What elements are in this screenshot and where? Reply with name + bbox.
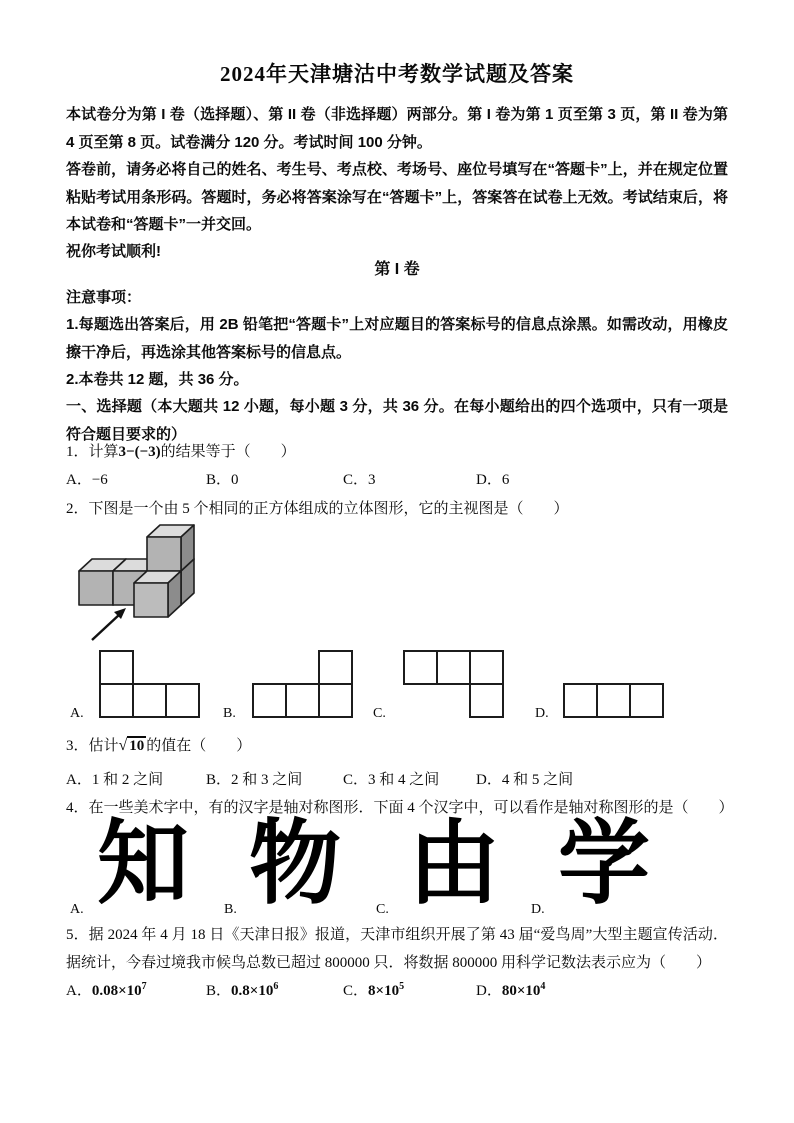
view-square [165, 683, 200, 718]
view-square [596, 683, 631, 718]
question-1 [66, 439, 728, 467]
view-square [99, 650, 134, 685]
q4-char-label-a: A. [70, 902, 84, 917]
q2-figure-d [563, 650, 664, 718]
view-square [403, 650, 438, 685]
q3-option-a: A．1 和 2 之间 [66, 772, 164, 788]
view-square [469, 650, 504, 685]
q2-figure-label-b: B. [223, 706, 236, 721]
view-direction-arrow [92, 608, 126, 640]
view-square [469, 683, 504, 718]
q1-text-suffix: 的结果等于（ ） [160, 444, 296, 460]
sqrt-icon: √ [118, 737, 128, 754]
page-title: 2024年天津塘沽中考数学试题及答案 [220, 62, 574, 86]
q3-option-c: C．3 和 4 之间 [343, 772, 440, 788]
q4-char-c: 由 [408, 813, 501, 915]
q2-figure-label-d: D. [535, 706, 549, 721]
q2-figure-b [252, 650, 353, 718]
view-square [318, 650, 353, 685]
question-3 [66, 732, 728, 761]
q3-text-suffix: 的值在（ ） [146, 738, 252, 754]
q2-figure-label-c: C. [373, 706, 386, 721]
question-2: 2．下图是一个由 5 个相同的正方体组成的立体图形，它的主视图是（ ） [66, 501, 569, 517]
q5-options [66, 980, 728, 1002]
q4-char-a: 知 [97, 813, 190, 915]
view-square [252, 683, 287, 718]
view-square [285, 683, 320, 718]
q2-figure-a [99, 650, 200, 718]
question-5: 5．据 2024 年 4 月 18 日《天津日报》报道，天津市组织开展了第 43 届“爱鸟周”大型主题宣传活动．据统计，今春过境我市候鸟总数已超过 800000 只．将数据 800000 用科学记数法表示应为（ ） [66, 927, 728, 971]
notice-item-1: 1.每题选出答案后，用 2B 铅笔把“答题卡”上对应题目的答案标号的信息点涂黑。如需改动，用橡皮擦干净后，再选涂其他答案标号的信息点。 [66, 316, 728, 361]
q4-char-label-c: C. [376, 902, 389, 917]
q1-expression: 3−(−3) [118, 444, 161, 460]
view-square [629, 683, 664, 718]
intro-paragraph-1: 本试卷分为第 I 卷（选择题）、第 II 卷（非选择题）两部分。第 I 卷为第 1 页至第 3 页，第 II 卷为第 4 页至第 8 页。试卷满分 120 分。考试时间 100 分钟。 [66, 106, 728, 151]
q3-radicand: 10 [129, 738, 145, 754]
q5-option-d: D．$80\times 10^4$ [476, 981, 546, 999]
view-square [563, 683, 598, 718]
view-square [436, 650, 471, 685]
section-choice-heading: 一、选择题（本大题共 12 小题，每小题 3 分，共 36 分。在每小题给出的四个选项中，只有一项是符合题目要求的） [66, 398, 728, 443]
q3-options [66, 769, 728, 791]
exam-wish-line: 祝你考试顺利! [66, 243, 161, 260]
q5-option-b: B．$0.8\times 10^6$ [206, 981, 279, 999]
q4-character-figures [66, 813, 728, 920]
q4-char-b: 物 [249, 813, 342, 915]
five-cube-solid-figure [66, 524, 286, 650]
q2-cube-figure [66, 524, 286, 650]
intro-paragraph-2: 答卷前，请务必将自己的姓名、考生号、考点校、考场号、座位号填写在“答题卡”上，并在规定位置粘贴考试用条形码。答题时，务必将答案涂写在“答题卡”上，答案答在试卷上无效。考试结束后，将本试卷和“答题卡”一并交回。 [66, 161, 728, 233]
q1-option-a: A．−6 [66, 472, 108, 488]
q2-figure-c [403, 650, 504, 718]
part1-heading: 第 I 卷 [374, 261, 420, 278]
q1-option-b: B．0 [206, 472, 239, 488]
q4-char-label-b: B. [224, 902, 237, 917]
q5-option-a: A．$0.08\times 10^7$ [66, 981, 147, 999]
q3-text-prefix: 3．估计 [66, 738, 119, 754]
question-4: 4．在一些美术字中，有的汉字是轴对称图形．下面 4 个汉字中，可以看作是轴对称图形的是（ ） [66, 800, 734, 816]
view-square [132, 683, 167, 718]
q1-option-d: D．6 [476, 472, 510, 488]
notice-item-2: 2.本卷共 12 题，共 36 分。 [66, 371, 249, 388]
q4-char-label-d: D. [531, 902, 545, 917]
view-square [99, 683, 134, 718]
q1-option-c: C．3 [343, 472, 376, 488]
q3-option-d: D．4 和 5 之间 [476, 772, 574, 788]
q3-option-b: B．2 和 3 之间 [206, 772, 303, 788]
q1-options [66, 469, 728, 491]
notice-title: 注意事项： [66, 289, 142, 306]
q4-char-d: 学 [558, 813, 651, 915]
q2-option-figures [66, 648, 728, 728]
q5-option-c: C．$8\times 10^5$ [343, 981, 405, 999]
view-square [318, 683, 353, 718]
q2-figure-label-a: A. [70, 706, 84, 721]
q1-text-prefix: 1．计算 [66, 444, 119, 460]
